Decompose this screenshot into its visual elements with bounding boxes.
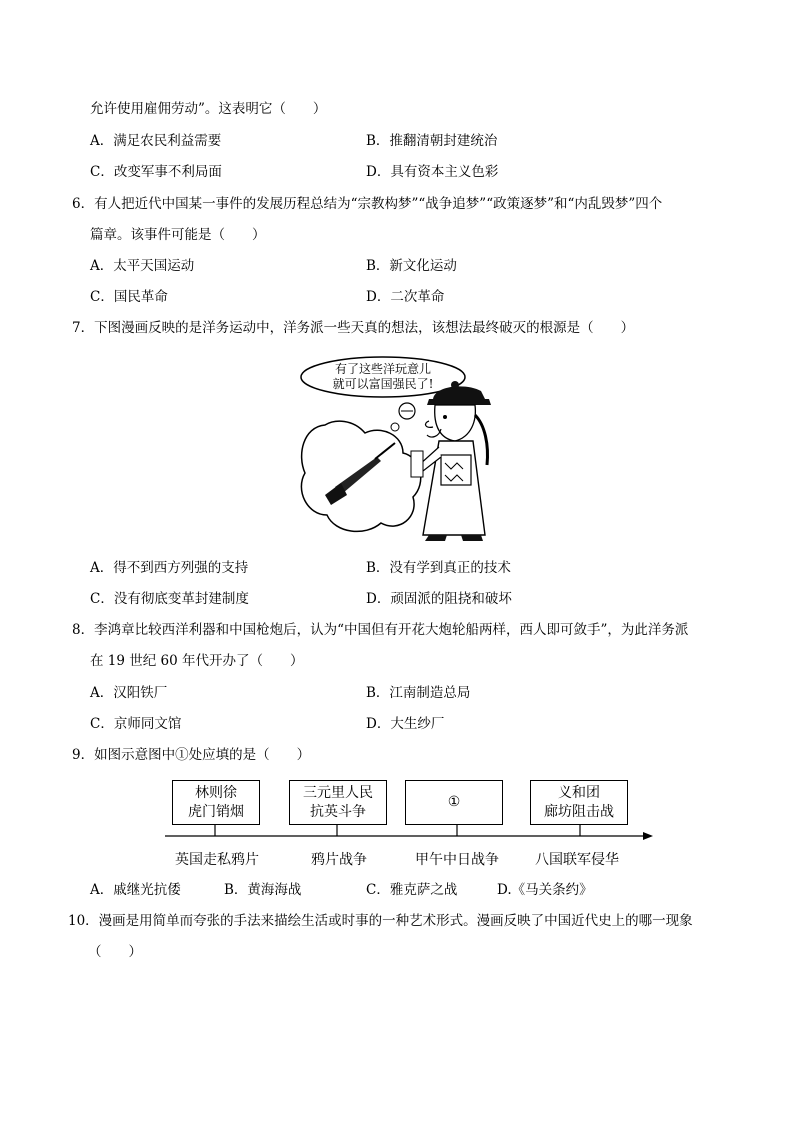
timeline-box-3-blank	[405, 780, 503, 825]
q9-timeline-diagram	[165, 775, 655, 875]
q7-option-a: A．得不到西方列强的支持	[90, 560, 249, 576]
q7-option-c: C．没有彻底变革封建制度	[90, 591, 249, 607]
q5-option-a: A．满足农民利益需要	[90, 133, 222, 149]
q5-option-c: C．改变军事不利局面	[90, 164, 222, 180]
timeline-box-4-line2: 廊坊阻击战	[544, 803, 614, 820]
q8-option-a: A．汉阳铁厂	[90, 685, 168, 701]
q6-option-a: A．太平天国运动	[90, 258, 195, 274]
q8-option-c: C．京师同文馆	[90, 716, 182, 732]
q9-option-b: B．黄海海战	[224, 882, 302, 898]
qing-official-figure	[411, 381, 491, 541]
timeline-box-2-line2: 抗英斗争	[310, 803, 366, 820]
q8-option-b: B．江南制造总局	[366, 685, 471, 701]
timeline-label-1: 英国走私鸦片	[175, 852, 259, 868]
q8-stem-line2: 在 19 世纪 60 年代开办了（ ）	[90, 653, 304, 669]
q9-option-d: D.《马关条约》	[497, 882, 593, 898]
timeline-label-4: 八国联军侵华	[535, 852, 619, 868]
q8-option-d: D．大生纱厂	[366, 716, 445, 732]
timeline-box-1	[172, 780, 260, 825]
q10-stem-line1: 10．漫画是用简单而夸张的手法来描绘生活或时事的一种艺术形式。漫画反映了中国近代史上的哪一现象	[68, 913, 693, 929]
timeline-box-1-line2: 虎门销烟	[188, 803, 244, 820]
speech-line2: 就可以富国强民了!	[332, 377, 434, 391]
q10-stem-line2: （ ）	[88, 944, 142, 960]
q8-stem-line1: 8．李鸿章比较西洋利器和中国枪炮后，认为“中国但有开花大炮轮船两样，西人即可敛手”，为此洋务派	[72, 622, 689, 638]
q6-option-b: B．新文化运动	[366, 258, 457, 274]
cartoon-illustration	[295, 355, 505, 545]
timeline-label-3: 甲午中日战争	[415, 852, 499, 868]
q6-stem-line2: 篇章。该事件可能是（ ）	[90, 227, 266, 243]
timeline-box-2	[289, 780, 387, 825]
q5-option-d: D．具有资本主义色彩	[366, 164, 499, 180]
yangwu-cartoon	[295, 355, 505, 545]
q7-option-b: B．没有学到真正的技术	[366, 560, 511, 576]
timeline-box-3-marker: ①	[447, 794, 461, 810]
q7-stem: 7．下图漫画反映的是洋务运动中，洋务派一些天真的想法，该想法最终破灭的根源是（ ）	[72, 320, 635, 336]
q7-option-d: D．顽固派的阻挠和破坏	[366, 591, 512, 607]
q5-stem-continuation: 允许使用雇佣劳动”。这表明它（ ）	[90, 101, 327, 117]
q5-option-b: B．推翻清朝封建统治	[366, 133, 498, 149]
q9-option-c: C．雅克萨之战	[366, 882, 458, 898]
timeline-box-4	[530, 780, 628, 825]
q9-option-a: A．戚继光抗倭	[90, 882, 181, 898]
timeline-box-1-line1: 林则徐	[195, 784, 237, 801]
q9-stem: 9．如图示意图中①处应填的是（ ）	[72, 747, 311, 763]
q6-option-c: C．国民革命	[90, 289, 168, 305]
q6-option-d: D．二次革命	[366, 289, 445, 305]
timeline-label-2: 鸦片战争	[311, 852, 367, 868]
timeline-box-2-line1: 三元里人民	[303, 784, 373, 801]
speech-line1: 有了这些洋玩意儿	[334, 362, 432, 376]
timeline-box-4-line1: 义和团	[558, 784, 600, 801]
q6-stem-line1: 6．有人把近代中国某一事件的发展历程总结为“宗教构梦”“战争追梦”“政策逐梦”和“内乱毁梦”四个	[72, 196, 663, 212]
